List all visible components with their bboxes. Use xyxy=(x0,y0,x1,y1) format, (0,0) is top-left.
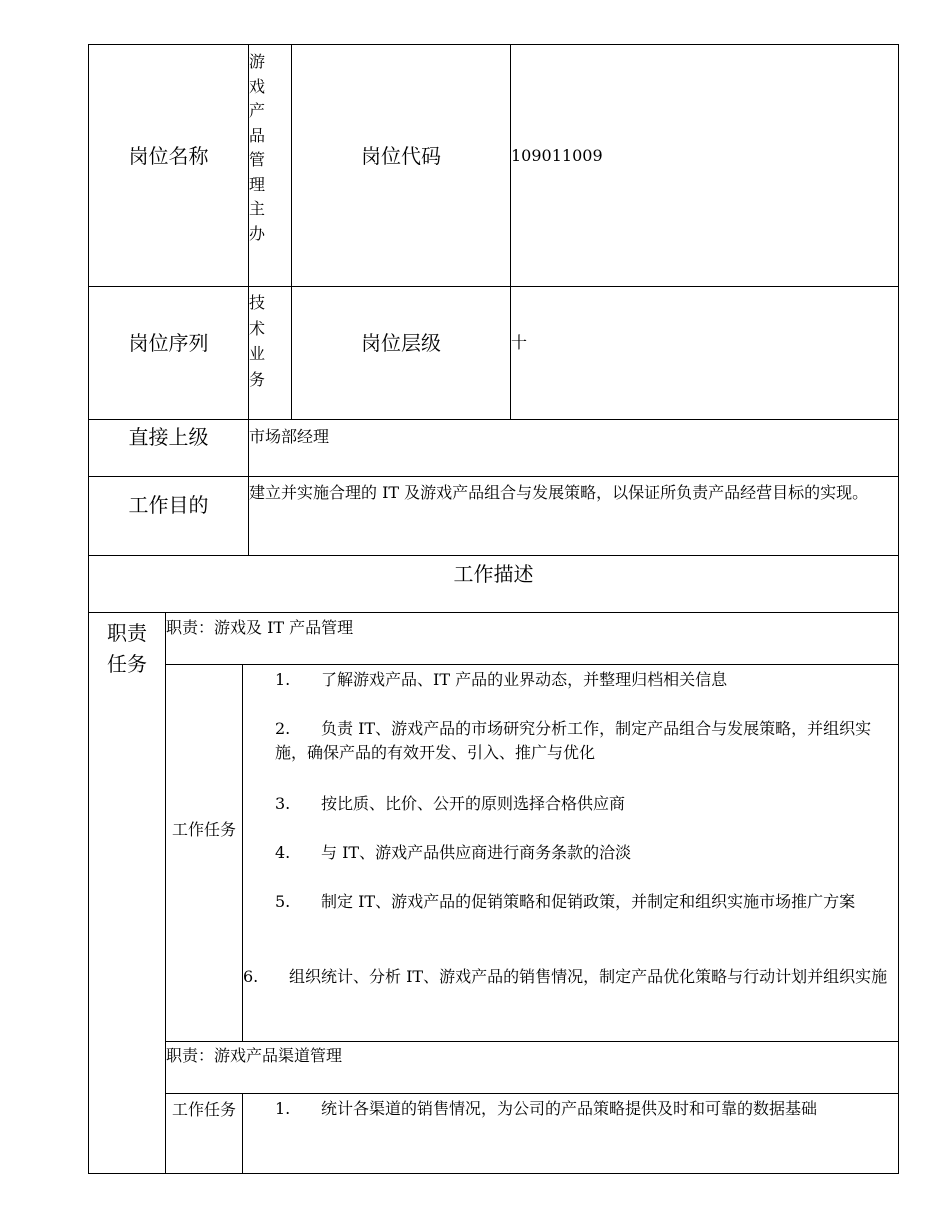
post-code-label: 岗位代码 xyxy=(361,144,441,168)
duty-2-task-label: 工作任务 xyxy=(171,1100,236,1119)
duty-1-task-label-cell xyxy=(165,664,243,1042)
task-number: 5. xyxy=(275,892,291,911)
task-text: 了解游戏产品、IT 产品的业界动态，并整理归档相关信息 xyxy=(321,670,728,689)
purpose-label: 工作目的 xyxy=(128,493,209,517)
post-name-value: 游戏产品管理主办 xyxy=(249,52,266,243)
duty-1-task-3 xyxy=(275,792,887,816)
duty-1-task-2 xyxy=(275,717,887,765)
task-text: 与 IT、游戏产品供应商进行商务条款的洽淡 xyxy=(321,843,632,862)
task-number: 1. xyxy=(275,670,291,689)
post-series-label: 岗位序列 xyxy=(128,331,209,355)
post-level-value-cell xyxy=(510,286,899,420)
duty-1-task-6 xyxy=(243,965,891,989)
task-text: 组织统计、分析 IT、游戏产品的销售情况，制定产品优化策略与行动计划并组织实施 xyxy=(289,967,888,986)
post-name-label: 岗位名称 xyxy=(128,144,209,168)
duty-2-task-1 xyxy=(275,1097,887,1121)
task-number: 4. xyxy=(275,843,291,862)
post-level-value: 十 xyxy=(511,333,528,352)
duty-tasks-label: 职责任务 xyxy=(107,621,147,676)
task-text: 统计各渠道的销售情况，为公司的产品策略提供及时和可靠的数据基础 xyxy=(321,1099,818,1118)
task-number: 3. xyxy=(275,794,291,813)
duty-1-task-label: 工作任务 xyxy=(171,820,236,839)
post-code-value: 109011009 xyxy=(511,146,603,165)
task-number: 1. xyxy=(275,1099,291,1118)
duty-1-task-1 xyxy=(275,668,887,692)
superior-value: 市场部经理 xyxy=(249,427,330,446)
task-number: 2. xyxy=(275,719,291,738)
duty-2-title: 职责：游戏产品渠道管理 xyxy=(166,1046,343,1065)
duty-1-task-5 xyxy=(275,890,887,914)
superior-label: 直接上级 xyxy=(128,425,209,449)
superior-value-cell xyxy=(248,419,899,477)
job-description-table xyxy=(88,44,899,1174)
task-number: 6. xyxy=(243,967,259,986)
duty-tasks-label-cell xyxy=(88,612,166,1174)
post-level-label: 岗位层级 xyxy=(361,331,441,355)
task-text: 制定 IT、游戏产品的促销策略和促销政策，并制定和组织实施市场推广方案 xyxy=(321,892,856,911)
duty-1-title: 职责：游戏及 IT 产品管理 xyxy=(166,618,354,637)
duty-1-task-4 xyxy=(275,841,887,865)
post-series-value: 技术业务 xyxy=(249,293,266,389)
purpose-value: 建立并实施合理的 IT 及游戏产品组合与发展策略，以保证所负责产品经营目标的实现。 xyxy=(249,483,869,502)
task-text: 负责 IT、游戏产品的市场研究分析工作，制定产品组合与发展策略，并组织实施，确保产品的有效开发、引入、推广与优化 xyxy=(275,719,872,762)
task-text: 按比质、比价、公开的原则选择合格供应商 xyxy=(321,794,626,813)
section-title: 工作描述 xyxy=(453,562,534,586)
